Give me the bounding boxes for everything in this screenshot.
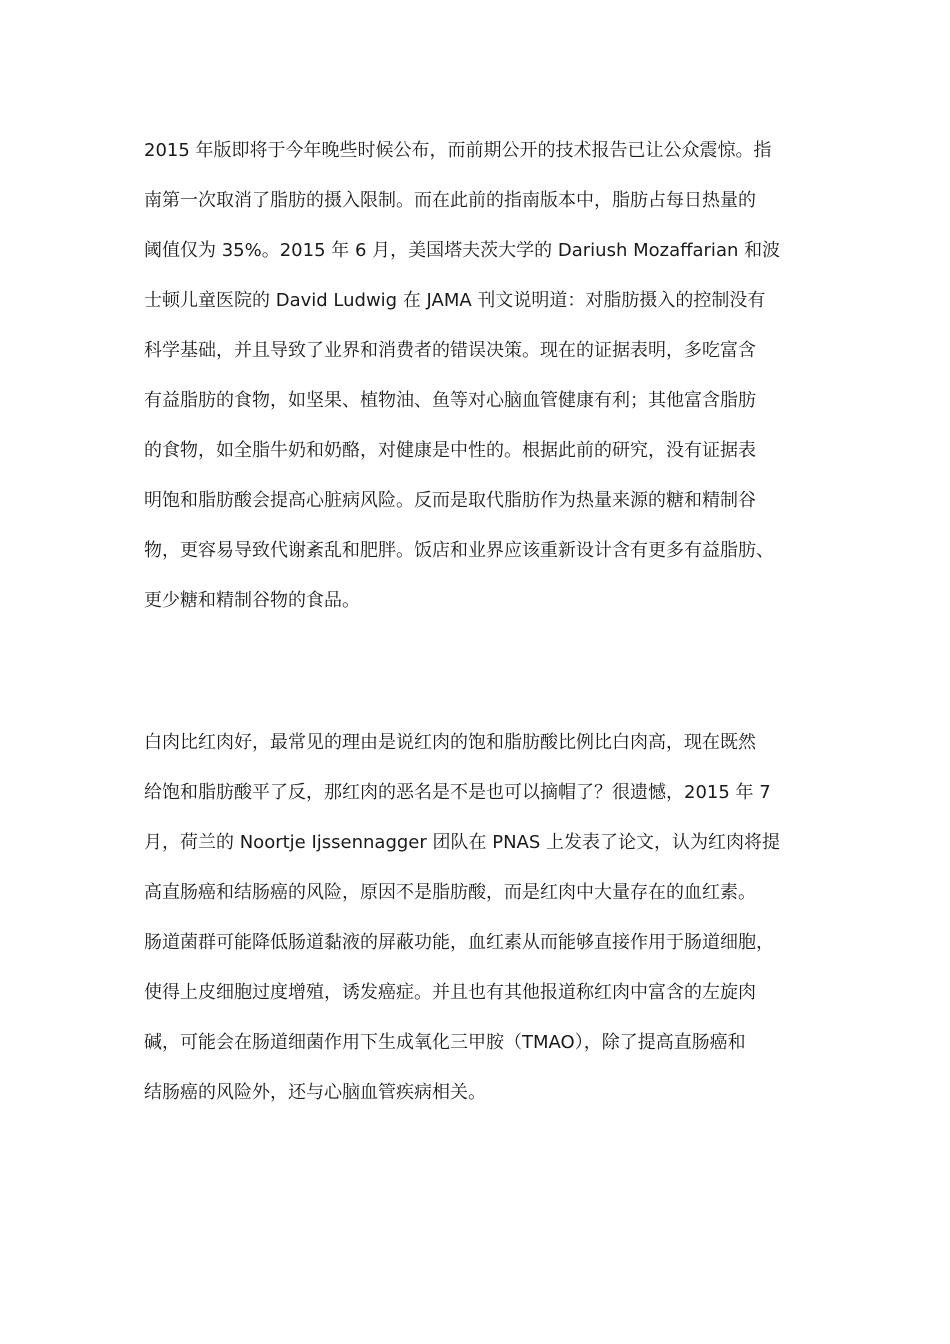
paragraph-red-meat-risk — [144, 718, 814, 1118]
text-line: 使得上皮细胞过度增殖，诱发癌症。并且也有其他报道称红肉中富含的左旋肉 — [144, 982, 756, 1003]
text-line: 月，荷兰的 Noortje Ijssennagger 团队在 PNAS 上发表了论文，认为红肉将提 — [144, 832, 781, 853]
text-line: 物，更容易导致代谢紊乱和肥胖。饭店和业界应该重新设计含有更多有益脂肪、 — [144, 540, 774, 561]
text-line: 2015 年版即将于今年晚些时候公布，而前期公开的技术报告已让公众震惊。指 — [144, 140, 772, 161]
text-line: 科学基础，并且导致了业界和消费者的错误决策。现在的证据表明，多吃富含 — [144, 340, 756, 361]
text-line: 高直肠癌和结肠癌的风险，原因不是脂肪酸，而是红肉中大量存在的血红素。 — [144, 882, 756, 903]
text-line: 碱，可能会在肠道细菌作用下生成氧化三甲胺（TMAO），除了提高直肠癌和 — [144, 1032, 746, 1053]
text-line: 结肠癌的风险外，还与心脑血管疾病相关。 — [144, 1082, 486, 1103]
text-line: 士顿儿童医院的 David Ludwig 在 JAMA 刊文说明道：对脂肪摄入的控制没有 — [144, 290, 766, 311]
text-line: 给饱和脂肪酸平了反，那红肉的恶名是不是也可以摘帽了？很遗憾，2015 年 7 — [144, 782, 771, 803]
text-line: 南第一次取消了脂肪的摄入限制。而在此前的指南版本中，脂肪占每日热量的 — [144, 190, 756, 211]
text-line: 明饱和脂肪酸会提高心脏病风险。反而是取代脂肪作为热量来源的糖和精制谷 — [144, 490, 756, 511]
text-line: 有益脂肪的食物，如坚果、植物油、鱼等对心脑血管健康有利；其他富含脂肪 — [144, 390, 756, 411]
paragraph-dietary-fat-guidelines — [144, 126, 814, 626]
text-line: 肠道菌群可能降低肠道黏液的屏蔽功能，血红素从而能够直接作用于肠道细胞， — [144, 932, 774, 953]
text-line: 的食物，如全脂牛奶和奶酪，对健康是中性的。根据此前的研究，没有证据表 — [144, 440, 756, 461]
text-line: 更少糖和精制谷物的食品。 — [144, 590, 360, 611]
text-line: 白肉比红肉好，最常见的理由是说红肉的饱和脂肪酸比例比白肉高，现在既然 — [144, 732, 756, 753]
text-line: 阈值仅为 35%。2015 年 6 月，美国塔夫茨大学的 Dariush Mozaffarian 和波 — [144, 240, 781, 261]
